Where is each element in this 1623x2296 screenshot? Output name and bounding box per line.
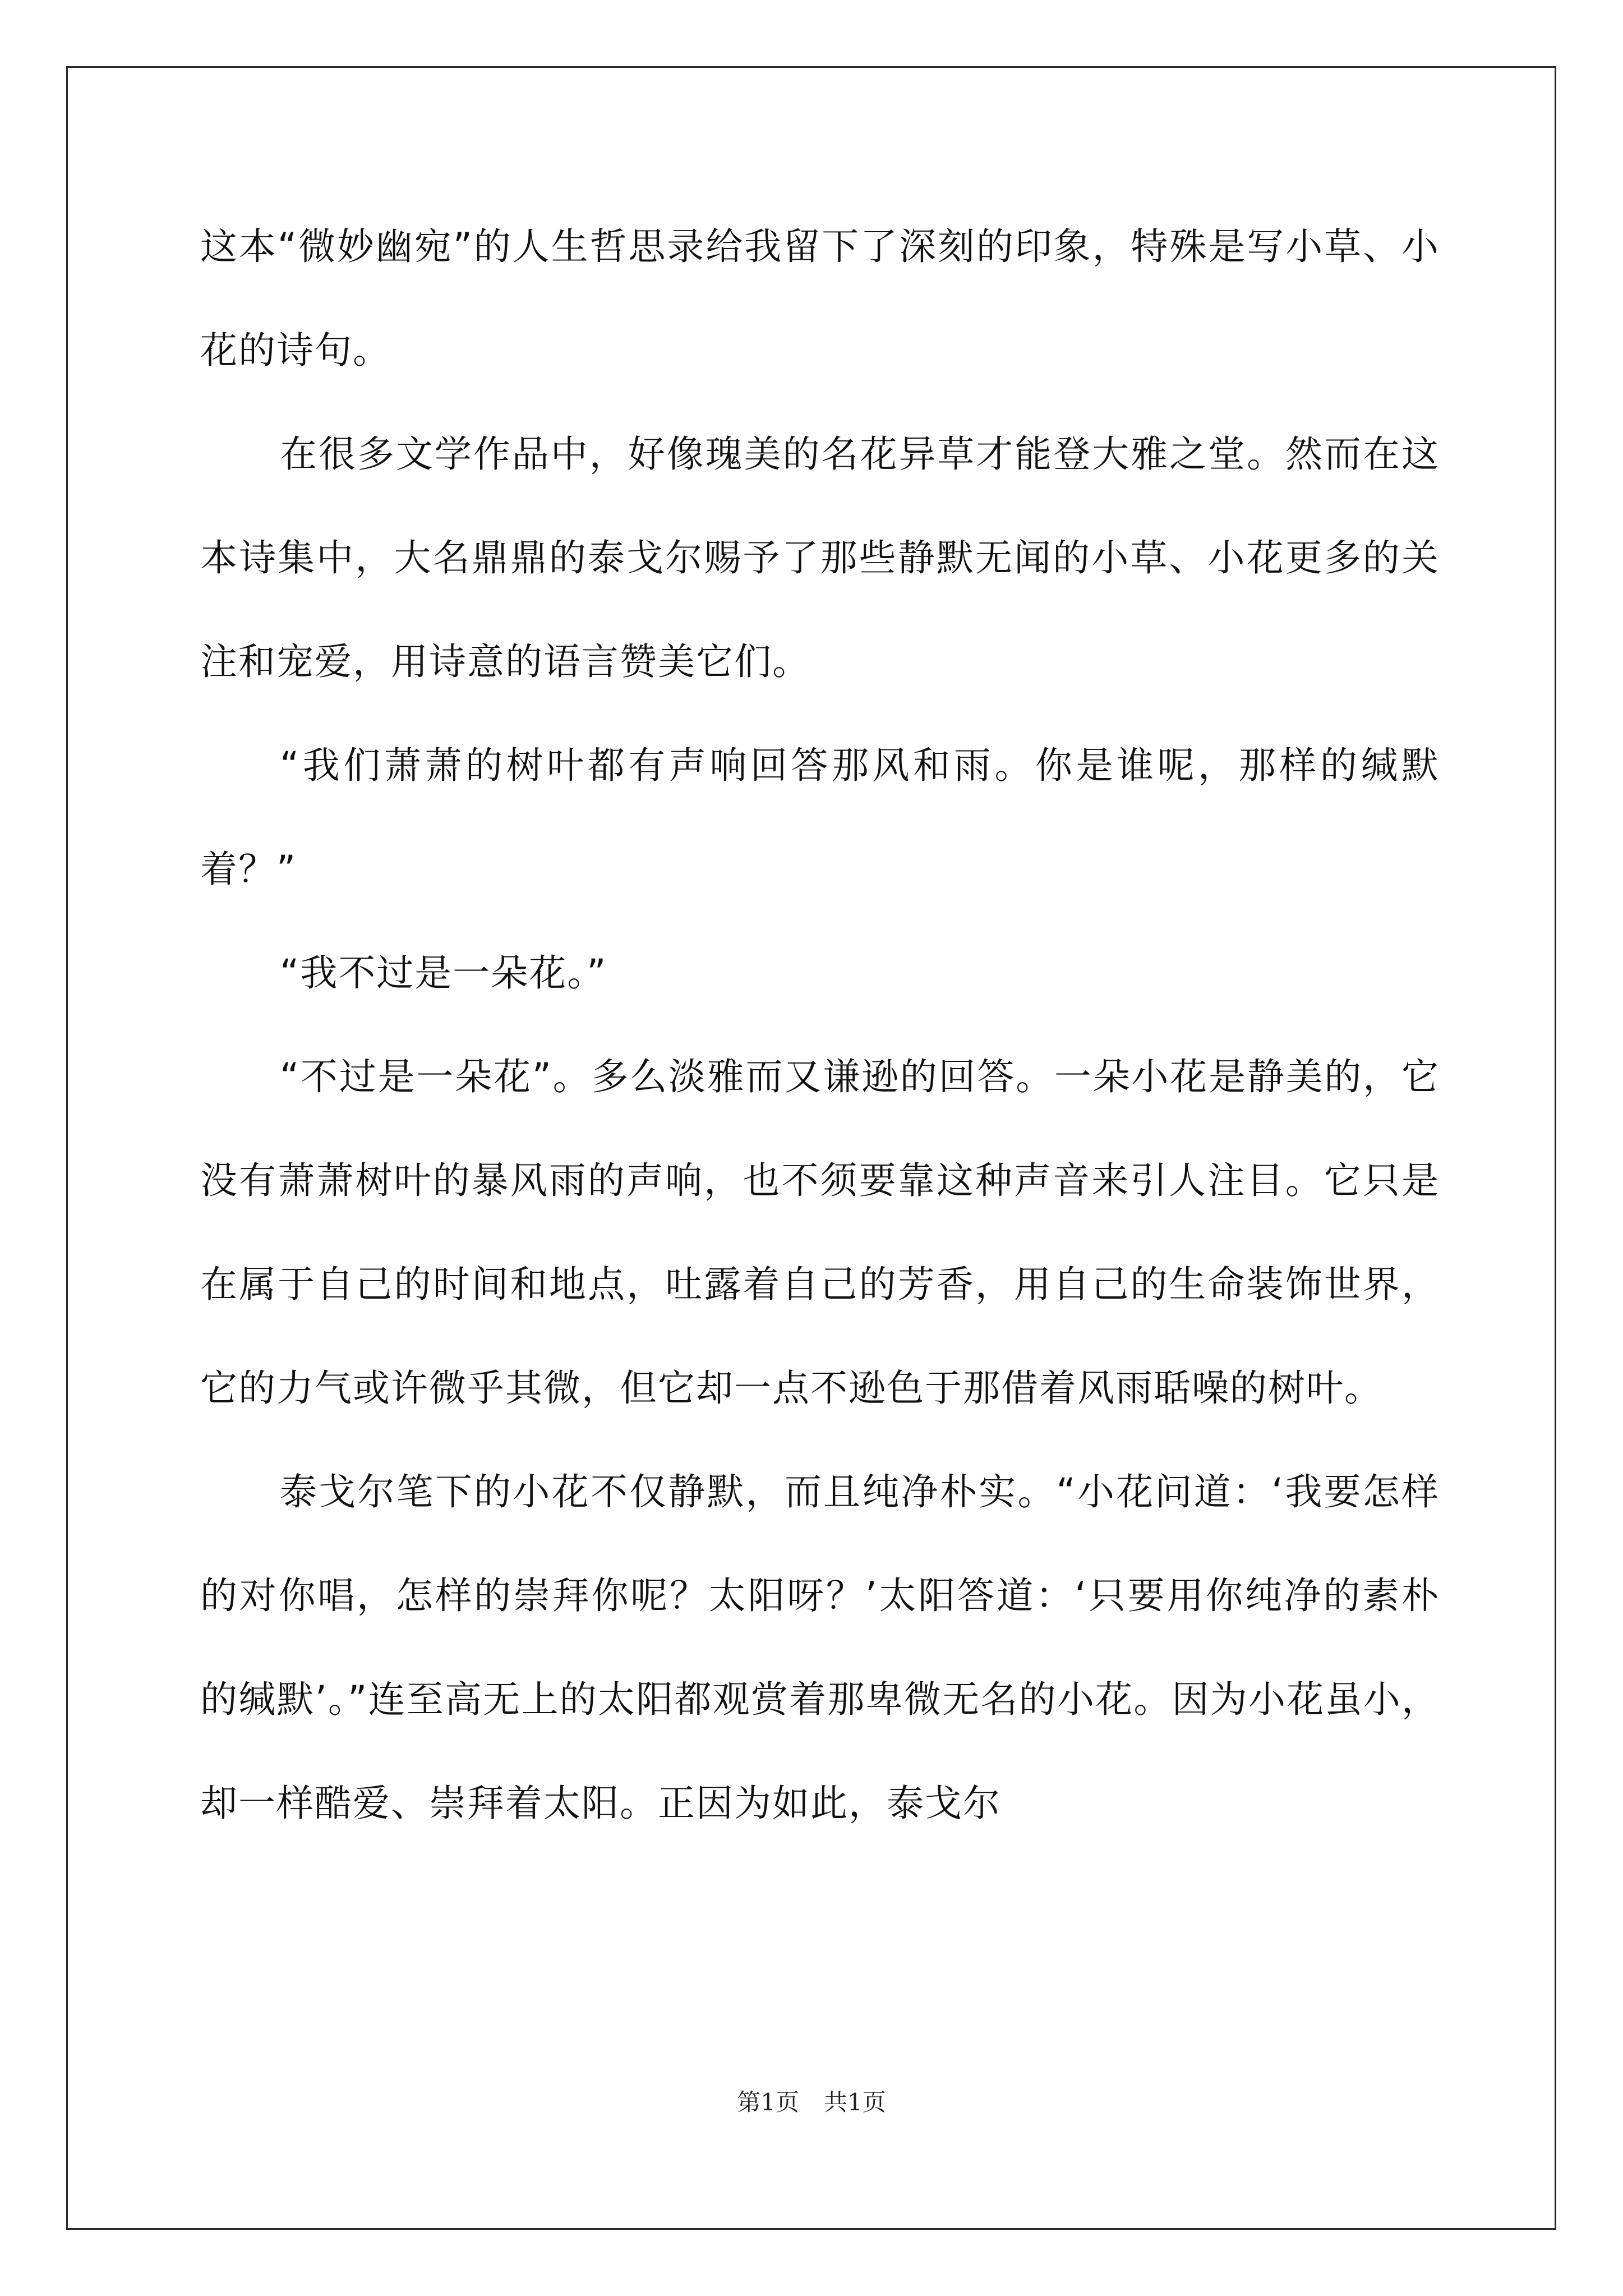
paragraph-6: 泰戈尔笔下的小花不仅静默，而且纯净朴实。“小花问道：‘我要怎样的对你唱，怎样的崇拜你呢？太阳呀？’太阳答道：‘只要用你纯净的素朴的缄默’。”连至高无上的太阳都观赏着那卑微无名的小花。因为小花虽小，却一样酷爱、崇拜着太阳。正因为如此，泰戈尔 xyxy=(200,1470,1440,1825)
paragraph-1: 这本“微妙幽宛”的人生哲思录给我留下了深刻的印象，特殊是写小草、小花的诗句。 xyxy=(200,225,1440,372)
page-number: 第1页 xyxy=(737,2088,799,2116)
document-body xyxy=(200,195,1440,1855)
page-footer xyxy=(0,2084,1623,2118)
paragraph-3: “我们萧萧的树叶都有声响回答那风和雨。你是谁呢，那样的缄默着？” xyxy=(200,744,1440,891)
paragraph-2: 在很多文学作品中，好像瑰美的名花异草才能登大雅之堂。然而在这本诗集中，大名鼎鼎的泰戈尔赐予了那些静默无闻的小草、小花更多的关注和宠爱，用诗意的语言赞美它们。 xyxy=(200,432,1440,683)
paragraph-4: “我不过是一朵花。” xyxy=(280,951,607,995)
paragraph-5: “不过是一朵花”。多么淡雅而又谦逊的回答。一朵小花是静美的，它没有萧萧树叶的暴风雨的声响，也不须要靠这种声音来引人注目。它只是在属于自己的时间和地点，吐露着自己的芳香，用自己的生命装饰世界，它的力气或许微乎其微，但它却一点不逊色于那借着风雨聒噪的树叶。 xyxy=(200,1055,1440,1410)
total-pages: 共1页 xyxy=(824,2088,886,2116)
